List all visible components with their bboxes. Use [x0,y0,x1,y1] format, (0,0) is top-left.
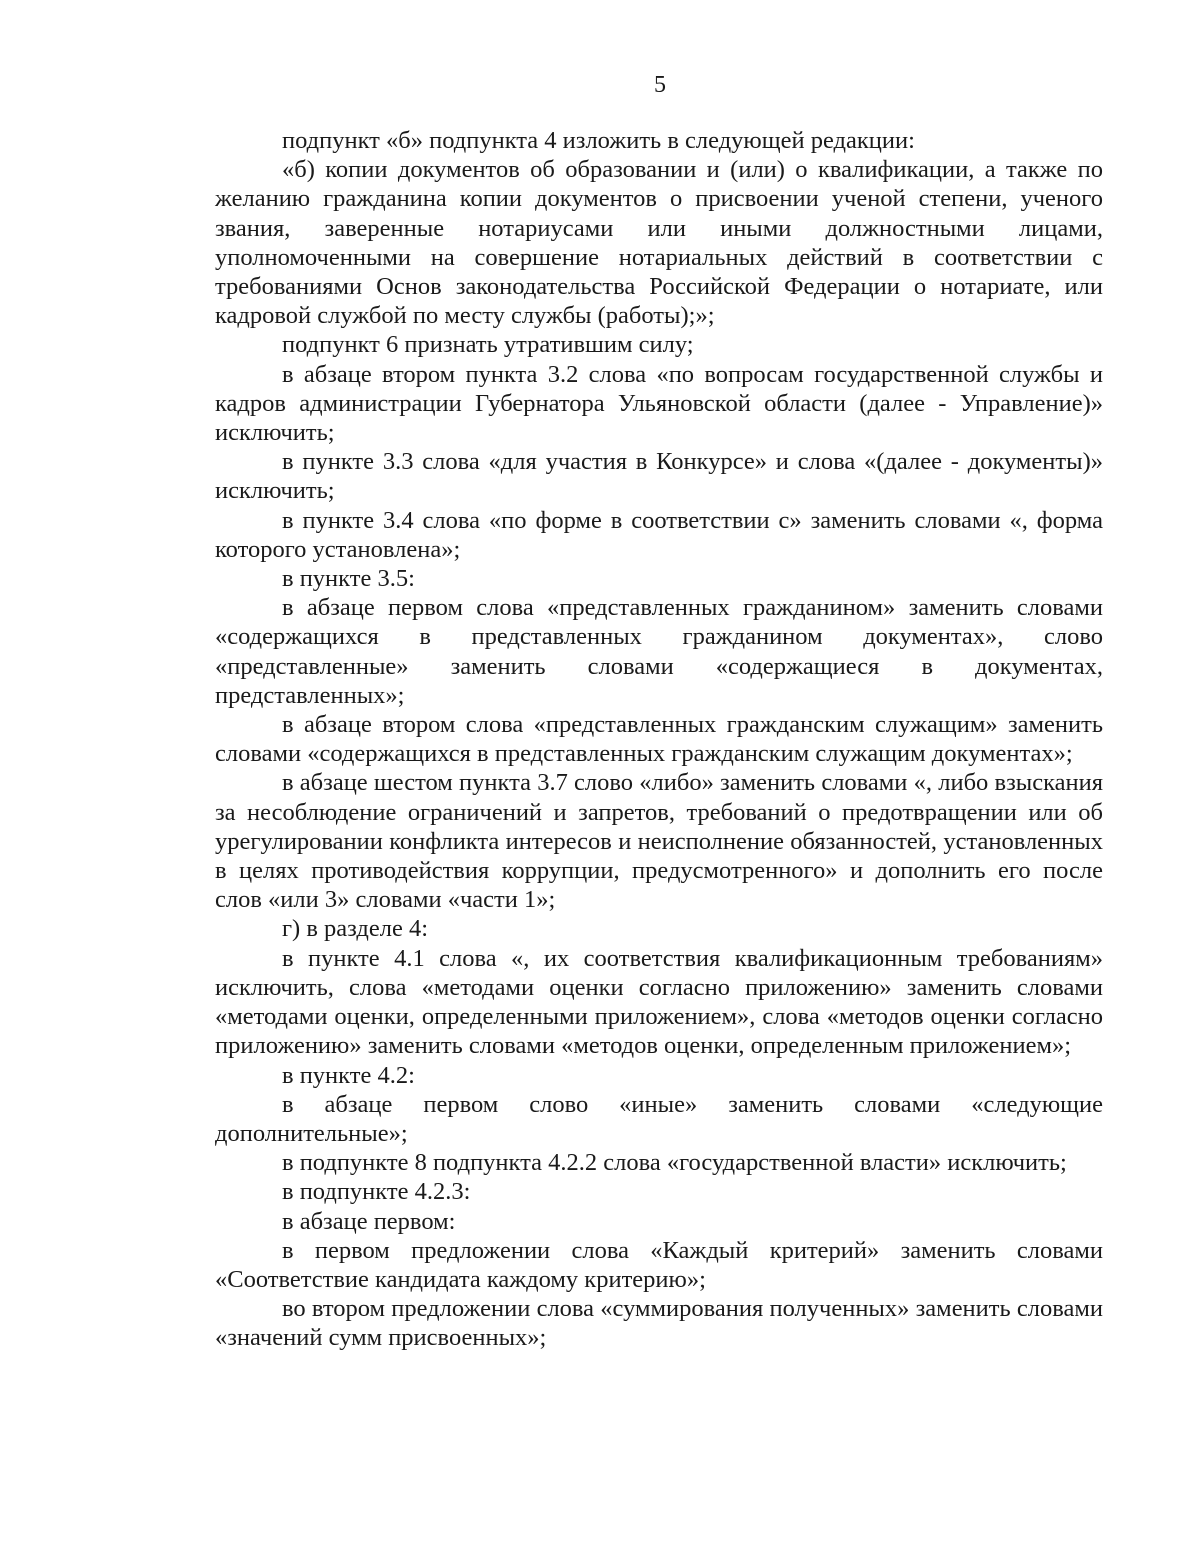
paragraph-7: в пункте 3.5: [282,565,415,593]
paragraph-16: в подпункте 4.2.3: [282,1178,471,1206]
paragraph-14: в абзаце первом слово «иные» заменить словами «следующие дополнительные»; [215,1090,1103,1147]
paragraph-3: подпункт 6 признать утратившим силу; [282,331,694,359]
paragraph-10: в абзаце шестом пункта 3.7 слово «либо» заменить словами «, либо взыскания за несоблюдение ограничений и запретов, требований о предотвращении или об урегулировании конфликта интересов и неисполнение обязанностей, установленных в целях противодействия коррупции, предусмотренного» и дополнить его после слов «или 3» словами «части 1»; [215,769,1103,914]
paragraph-12: в пункте 4.1 слова «, их соответствия квалификационным требованиям» исключить, слова «методами оценки согласно приложению» заменить словами «методами оценки, определенными приложением», слова «методов оценки согласно приложению» заменить словами «методов оценки, определенным приложением»; [215,944,1103,1060]
paragraph-19: во втором предложении слова «суммирования полученных» заменить словами «значений сумм присвоенных»; [215,1295,1103,1352]
paragraph-4: в абзаце втором пункта 3.2 слова «по вопросам государственной службы и кадров администрации Губернатора Ульяновской области (далее - Управление)» исключить; [215,360,1103,447]
page-number: 5 [654,72,666,98]
paragraph-8: в абзаце первом слова «представленных гражданином» заменить словами «содержащихся в представленных гражданином документах», слово «представленные» заменить словами «содержащиеся в документах, представленных»; [215,594,1103,709]
paragraph-9: в абзаце втором слова «представленных гражданским служащим» заменить словами «содержащихся в представленных гражданским служащим документах»; [215,711,1103,768]
paragraph-1: подпункт «б» подпункта 4 изложить в следующей редакции: [282,127,915,154]
paragraph-11: г) в разделе 4: [282,915,429,943]
document-body [215,126,1103,1353]
paragraph-17: в абзаце первом: [282,1207,456,1235]
paragraph-2: «б) копии документов об образовании и (или) о квалификации, а также по желанию гражданина копии документов о присвоении ученой степени, ученого звания, заверенные нотариусами или иными должностными лицами, уполномоченными на совершение нотариальных действий в соответствии с требованиями Основ законодательства Российской Федерации о нотариате, или кадровой службой по месту службы (работы);»; [215,156,1103,330]
paragraph-13: в пункте 4.2: [282,1061,415,1089]
paragraph-15: в подпункте 8 подпункта 4.2.2 слова «государственной власти» исключить; [282,1149,1067,1177]
paragraph-5: в пункте 3.3 слова «для участия в Конкурсе» и слова «(далее - документы)» исключить; [215,448,1103,505]
paragraph-6: в пункте 3.4 слова «по форме в соответствии с» заменить словами «, форма которого установлена»; [215,506,1103,563]
paragraph-18: в первом предложении слова «Каждый критерий» заменить словами «Соответствие кандидата каждому критерию»; [215,1236,1103,1293]
